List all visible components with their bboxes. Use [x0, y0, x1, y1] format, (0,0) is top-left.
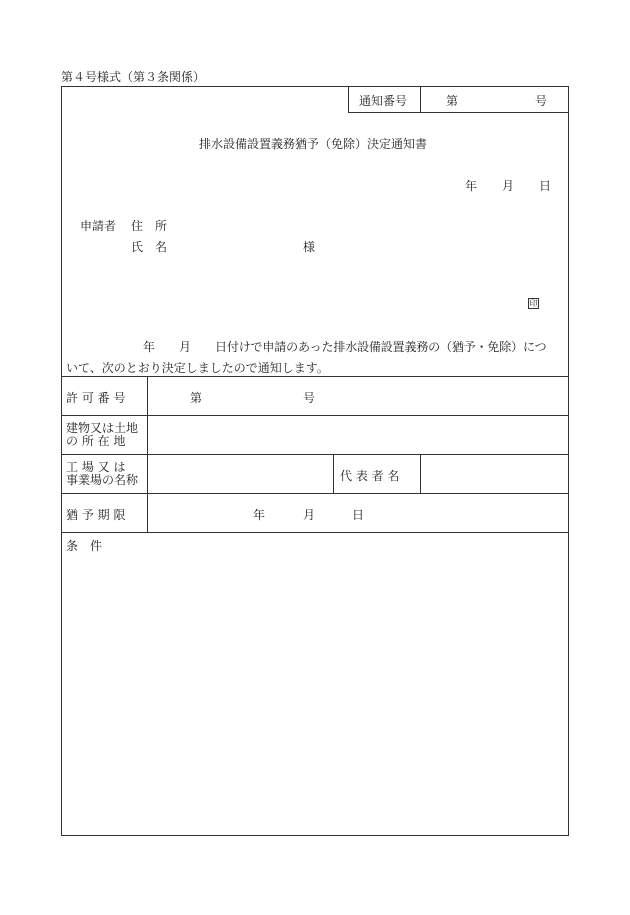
- deferment-year: 年: [253, 508, 266, 522]
- permit-number-go: 号: [303, 391, 316, 405]
- label-column-divider: [147, 376, 148, 532]
- row-divider-3: [61, 493, 569, 494]
- notice-box-bottom-border: [348, 112, 569, 113]
- body-line2-text: いて、次のとおり決定しましたので通知します。: [66, 361, 329, 375]
- applicant-name-label: 氏 名: [131, 240, 168, 254]
- location-label-line1: 建物又は土地: [66, 421, 139, 435]
- applicant-address-label: 住 所: [131, 219, 168, 233]
- form-number-label: 第４号様式（第３条関係）: [61, 70, 206, 84]
- permit-number-label: 許 可 番 号: [66, 391, 126, 405]
- factory-label-line2: 事業場の名称: [66, 473, 139, 487]
- date-month: 月: [502, 179, 515, 193]
- applicant-honorific: 様: [303, 240, 316, 254]
- deferment-day: 日: [352, 508, 365, 522]
- seal-mark: 印: [529, 299, 538, 308]
- representative-left-divider: [333, 454, 334, 493]
- notice-box-left-border: [348, 86, 349, 112]
- representative-right-divider: [420, 454, 421, 493]
- body-line1-text: 日付けで申請のあった排水設備設置義務の（猶予・免除）につ: [215, 340, 547, 354]
- date-day: 日: [539, 179, 552, 193]
- body-month: 月: [179, 340, 192, 354]
- row-divider-2: [61, 454, 569, 455]
- date-year: 年: [465, 179, 478, 193]
- applicant-label: 申請者: [80, 219, 117, 233]
- table-top-border: [61, 376, 569, 377]
- location-label-line2: の 所 在 地: [66, 434, 126, 448]
- row-divider-4: [61, 532, 569, 533]
- notice-number-go: 号: [535, 94, 548, 108]
- row-divider-1: [61, 415, 569, 416]
- factory-label-line1: 工 場 又 は: [66, 460, 126, 474]
- permit-number-dai: 第: [190, 391, 203, 405]
- notice-number-label: 通知番号: [359, 94, 408, 108]
- deferment-month: 月: [303, 508, 316, 522]
- conditions-label: 条 件: [66, 539, 103, 553]
- representative-label: 代 表 者 名: [340, 469, 400, 483]
- notice-number-dai: 第: [446, 94, 459, 108]
- document-title: 排水設備設置義務猶予（免除）決定通知書: [199, 137, 428, 151]
- deferment-label: 猶 予 期 限: [66, 508, 126, 522]
- form-frame: [61, 86, 569, 836]
- notice-box-divider: [420, 86, 421, 112]
- body-year: 年: [143, 340, 156, 354]
